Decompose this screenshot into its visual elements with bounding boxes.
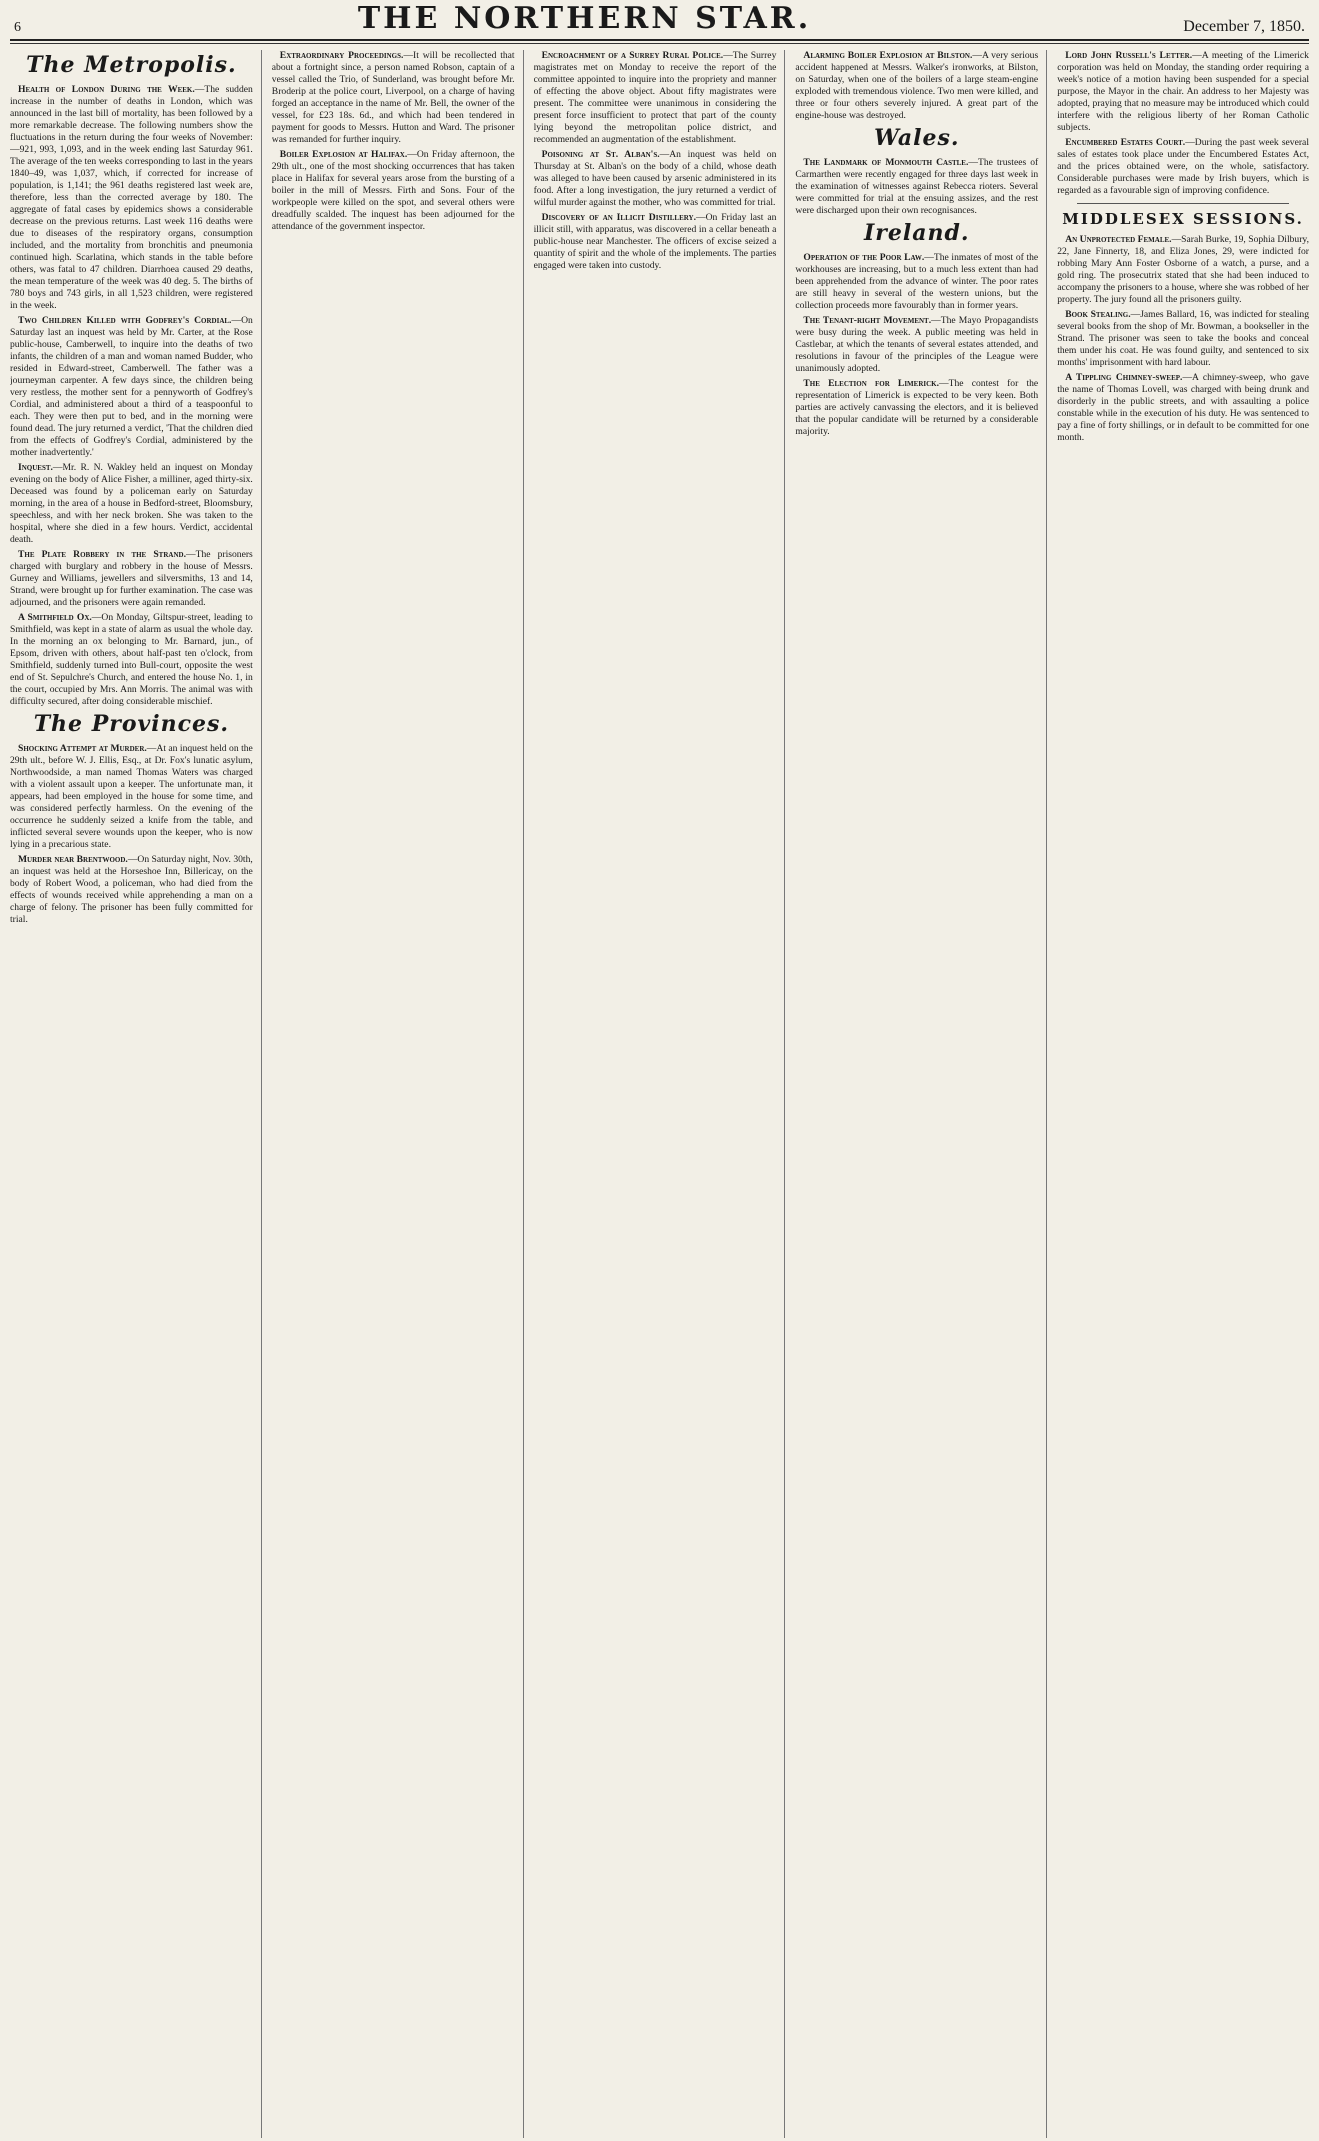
columns: [10, 50, 1309, 2138]
article-lead: A Smithfield Ox.: [18, 612, 92, 623]
article-body: —A very serious accident happened at Messrs. Walker's ironworks, at Bilston, on Saturday, when one of the boilers of a large steam-engine exploded with tremendous violence. Two men were killed, and three or four others severely injured. A great part of the engine-house was destroyed.: [795, 50, 1039, 121]
article-body: —At an inquest held on the 29th ult., before W. J. Ellis, Esq., at Dr. Fox's lunatic asylum, Northwoodside, a man named Thomas Waters was charged with a violent assault upon a keeper. The unfortunate man, it appears, had been employed in the house for some time, and was considered perfectly harmless. On the evening of the occurrence he suddenly seized a knife from the table, and inflicted several severe wounds upon the keeper, who is now lying in a precarious state.: [10, 743, 253, 850]
article-lead: The Tenant-right Movement.: [803, 315, 932, 326]
article-body: —James Ballard, 16, was indicted for stealing several books from the shop of Mr. Bowman, a bookseller in the Strand. The prisoner was seen to take the books and conceal them under his coat. He was found guilty, and sentenced to six months' imprisonment with hard labour.: [1057, 309, 1309, 368]
article-lead: Poisoning at St. Alban's.: [541, 149, 660, 160]
section-heading-middlesex: MIDDLESEX SESSIONS.: [1062, 210, 1304, 228]
article-body: —On Monday, Giltspur-street, leading to Smithfield, was kept in a state of alarm as usual the whole day. In the morning an ox belonging to Mr. Barnard, jun., of Epsom, driven with others, about half-past ten o'clock, from Smithfield, suddenly turned into Bull-court, opposite the west end of St. Sepulchre's Church, and entered the house No. 1, in the court, occupied by Mrs. Ann Morris. The animal was with difficulty secured, after doing considerable mischief.: [10, 612, 253, 707]
article-lead: An Unprotected Female.: [1065, 234, 1172, 245]
article-lead: Health of London During the Week.: [18, 84, 195, 95]
article-lead: Boiler Explosion at Halifax.: [279, 149, 408, 160]
column-5: [1057, 50, 1309, 2138]
column-4: [795, 50, 1047, 2138]
article-body: —On Friday afternoon, the 29th ult., one of the most shocking occurrences that has taken place in Halifax for several years arose from the bursting of a boiler in the mill of Messrs. Firth and Sons. Four of the workpeople were killed on the spot, and several others were dreadfully scalded. The inquest has been adjourned for the attendance of the government inspector.: [271, 149, 515, 232]
section-divider: [1077, 203, 1289, 204]
masthead: [10, 1, 1309, 41]
article-lead: Murder near Brentwood.: [18, 854, 128, 865]
article-lead: Two Children Killed with Godfrey's Cordial.: [18, 315, 232, 326]
article-smithfield: [10, 612, 253, 708]
article-lead: Book Stealing.: [1065, 309, 1131, 320]
article-body: —The prisoners charged with burglary and robbery in the house of Messrs. Gurney and Williams, jewellers and silversmiths, 13 and 14, Strand, were brought up for further examination. The case was adjourned, and the prisoners were again remanded.: [10, 549, 253, 608]
article-lead: Shocking Attempt at Murder.: [18, 743, 147, 754]
article-brentwood: [10, 854, 253, 926]
article-lead: Extraordinary Proceedings.: [279, 50, 404, 61]
article-children: [10, 315, 253, 459]
article-health: [10, 84, 253, 312]
article-lead: Encumbered Estates Court.: [1065, 137, 1186, 148]
article-body: —The trustees of Carmarthen were recently engaged for three days last week in the examination of witnesses against Rebecca rioters. Several were committed for trial at the ensuing assizes, and the rest were discharged upon their own recognisances.: [795, 157, 1039, 216]
article-ireland2: [795, 315, 1038, 375]
newspaper-title: THE NORTHERN STAR.: [357, 1, 812, 36]
article-poisoning: [534, 149, 777, 209]
publication-date: December 7, 1850.: [1183, 18, 1305, 35]
section-heading-ireland: Ireland.: [864, 220, 970, 246]
page-number: 6: [14, 20, 21, 35]
article-ireland4: [1057, 50, 1309, 134]
article-inquest: [10, 462, 253, 546]
article-body: —The contest for the representation of Limerick is expected to be very keen. Both parties are actively canvassing the electors, and it is believed that the popular candidate will be returned by a considerable majority.: [795, 378, 1039, 437]
article-body: —The inmates of most of the workhouses are increasing, but to a much less extent than had been apprehended from the advance of winter. The poor rates are still heavy in several of the western unions, but the collection proceeds more favourably than in former years.: [795, 252, 1039, 311]
article-lead: Lord John Russell's Letter.: [1065, 50, 1193, 61]
article-distillery: [534, 212, 777, 272]
article-wales1: [795, 157, 1038, 217]
article-body: —A chimney-sweep, who gave the name of Thomas Lovell, was charged with being drunk and disorderly in the public streets, and with assaulting a police constable while in the execution of his duty. He was sentenced to pay a fine of forty shillings, or in default to be committed for one month.: [1057, 372, 1309, 443]
article-lead: Inquest.: [18, 462, 53, 473]
article-surrey: [534, 50, 777, 146]
article-body: —During the past week several sales of estates took place under the Encumbered Estates Act, and the prices obtained were, on the whole, satisfactory. Considerable purchases were made by Irish buyers, which is regarded as a favourable sign of improving confidence.: [1057, 137, 1309, 196]
article-middlesex2: [1057, 309, 1309, 369]
article-body: —An inquest was held on Thursday at St. Alban's on the body of a child, whose death was alleged to have been caused by arsenic administered in its food. After a long investigation, the jury returned a verdict of wilful murder against the mother, who was committed for trial.: [533, 149, 777, 208]
article-lead: The Plate Robbery in the Strand.: [18, 549, 186, 560]
article-middlesex3: [1057, 372, 1309, 444]
article-lead: The Landmark of Monmouth Castle.: [803, 157, 969, 168]
article-body: —On Saturday last an inquest was held by Mr. Carter, at the Rose public-house, Camberwell, to inquire into the deaths of two infants, the children of a man and woman named Budder, who resided in Edward-street, Camberwell. The father was a journeyman carpenter. A few days since, the children being very restless, the mother sent for a pennyworth of Godfrey's Cordial, and administered about a third of a teaspoonful to each. They were then put to bed, and in the morning were found dead. The jury returned a verdict, 'That the children died from the effects of Godfrey's Cordial, administered by the mother inadvertently.': [10, 315, 253, 458]
column-3: [534, 50, 786, 2138]
article-boiler: [272, 149, 515, 233]
article-ireland5: [1057, 137, 1309, 197]
article-shocking: [10, 743, 253, 851]
article-lead: Operation of the Poor Law.: [803, 252, 925, 263]
article-body: —A meeting of the Limerick corporation was held on Monday, the standing order requiring a week's notice of a motion having been suspended for a special purpose, the Mayor in the chair. An address to her Majesty was adopted, praying that no measure may be introduced which could interfere with the religious liberty of her Roman Catholic subjects.: [1057, 50, 1309, 133]
section-heading-provinces: The Provinces.: [33, 711, 230, 737]
article-lead: Discovery of an Illicit Distillery.: [541, 212, 697, 223]
article-body: —The Surrey magistrates met on Monday to receive the report of the committee appointed to inquire into the propriety and manner of effecting the above object. About fifty magistrates were present. The committee were unanimous in considering the present force insufficient to protect that part of the county lying beyond the metropolitan police district, and recommended an augmentation of the establishment.: [533, 50, 777, 145]
column-1: [10, 50, 262, 2138]
section-heading-metropolis: The Metropolis.: [26, 52, 237, 78]
article-body: —Mr. R. N. Wakley held an inquest on Monday evening on the body of Alice Fisher, a milliner, aged thirty-six. Deceased was found by a policeman early on Saturday morning, in the area of a house in Bedford-street, Bloomsbury, speechless, and with her neck broken. She was taken to the hospital, where she died in a few hours. Verdict, accidental death.: [10, 462, 253, 545]
article-ireland1: [795, 252, 1038, 312]
article-body: —On Saturday night, Nov. 30th, an inquest was held at the Horseshoe Inn, Billericay, on the body of Robert Wood, a policeman, who had died from the effects of wounds received while apprehending a man on a charge of felony. The prisoner has been fully committed for trial.: [10, 854, 253, 925]
article-lead: The Election for Limerick.: [803, 378, 940, 389]
article-mineral: [272, 50, 515, 146]
article-body: —The sudden increase in the number of deaths in London, which was announced in the last bill of mortality, has been followed by a more remarkable decrease. The following numbers show the fluctuations in the return during the four weeks of November:—921, 993, 1,093, and in the week ending last Saturday 961. The average of the ten weeks corresponding to last in the years 1840–49, was 1,037, which, if corrected for increase of population, is 1,141; the 961 deaths registered last week are, therefore, less than the corrected average by 180. The aggregate of fatal cases by epidemics shows a considerable decrease on the previous returns. Last week 116 deaths were due to diseases of the respiratory organs, consumption included, and the mortality from bronchitis and pneumonia continued high. Scarlatina, which stands in the table before others, was fatal to 47 children. Diarrhoea caused 29 deaths, the mean temperature of the week was 40 deg. 5. The births of 780 boys and 743 girls, in all 1,523 children, were registered in the week.: [10, 84, 253, 311]
article-lead: Alarming Boiler Explosion at Bilston.: [803, 50, 973, 61]
article-ireland3: [795, 378, 1038, 438]
article-lead: A Tippling Chimney-sweep.: [1065, 372, 1183, 383]
section-heading-wales: Wales.: [874, 125, 960, 151]
article-robbery: [10, 549, 253, 609]
article-body: —On Friday last an illicit still, with apparatus, was discovered in a cellar beneath a public-house near Manchester. The officers of excise seized a quantity of spirit and the whole of the implements. The parties engaged were taken into custody.: [533, 212, 777, 271]
column-2: [272, 50, 524, 2138]
article-body: —The Mayo Propagandists were busy during the week. A public meeting was held in Castlebar, at which the tenants of several estates attended, and resolutions in favour of the principles of the League were unanimously adopted.: [795, 315, 1039, 374]
article-middlesex1: [1057, 234, 1309, 306]
article-lead: Encroachment of a Surrey Rural Police.: [541, 50, 724, 61]
article-body: —It will be recollected that about a fortnight since, a person named Robson, captain of a vessel called the Trio, of Sunderland, was brought before Mr. Broderip at the police court, Liverpool, on a charge of having forged an acceptance in the name of Mr. Bell, the owner of the vessel, for £23 18s. 6d., and which had been tendered in payment for goods to Messrs. Hutton and Ward. The prisoner was remanded for further inquiry.: [271, 50, 515, 145]
masthead-rule: [10, 43, 1309, 44]
article-explosion: [795, 50, 1038, 122]
article-body: —Sarah Burke, 19, Sophia Dilbury, 22, Jane Finnerty, 18, and Eliza Jones, 29, were indicted for robbing Mary Ann Foster Osborne of a watch, a purse, and a gold ring. The prosecutrix stated that she had been induced to accompany the prisoners to a house, where she was robbed of her property. The jury found all the prisoners guilty.: [1057, 234, 1309, 305]
